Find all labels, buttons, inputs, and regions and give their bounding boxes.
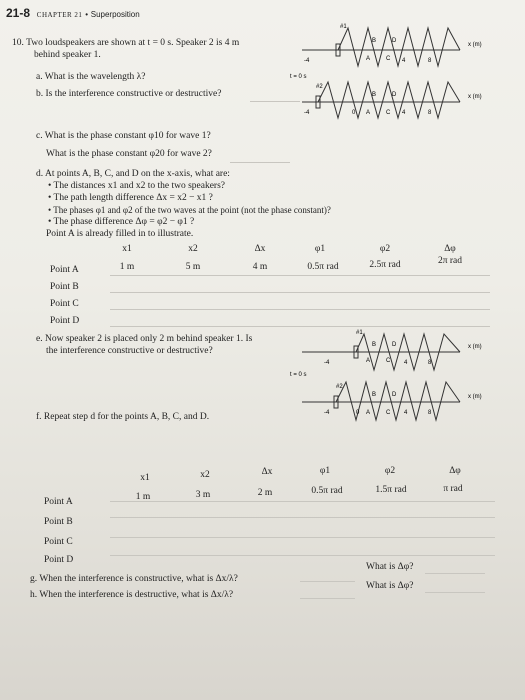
tf-row-a-dphi: π rad (443, 484, 463, 494)
point-label-a-1: A (366, 56, 371, 62)
tick-neg-2: -4 (304, 110, 310, 116)
point-label-c-2: C (386, 110, 391, 116)
tick-4-1: 4 (402, 58, 406, 64)
d-note: Point A is already filled in to illustrate. (46, 229, 194, 239)
question-e2: the interference constructive or destructive? (46, 346, 213, 356)
chapter-label: CHAPTER 21 (36, 11, 83, 19)
tick-8-4: 8 (428, 410, 432, 416)
td-row-b-line (110, 292, 490, 293)
answer-line-g (300, 581, 355, 582)
tf-row-a-phi1: 0.5π rad (311, 486, 343, 496)
tick-0-2: 0 (352, 110, 356, 116)
tf-row-d-label: Point D (44, 555, 74, 565)
answer-line-b (250, 101, 300, 102)
td-header-x2: x2 (188, 244, 198, 254)
question-h: h. When the interference is destructive, what is Δx/λ? (30, 590, 234, 600)
point-label-b-1: B (372, 38, 377, 44)
speaker-wave-diagram-2 (290, 330, 500, 430)
wave-2-label: #2 (316, 84, 323, 90)
tick-neg-4: -4 (324, 410, 330, 416)
tf-row-a-x2: 3 m (195, 490, 211, 500)
problem-10-line2: behind speaker 1. (34, 50, 101, 60)
point-label-a-2: A (366, 110, 371, 116)
td-row-c-line (110, 309, 490, 310)
point-label-d-3: D (392, 342, 397, 348)
td-row-d-line (110, 326, 490, 327)
header-bullet: • (85, 10, 88, 19)
page-number: 21-8 (6, 6, 31, 20)
tick-4-4: 4 (404, 410, 408, 416)
question-b: b. Is the interference constructive or destructive? (36, 89, 222, 99)
d-bullet-2: • The path length difference Δx = x2 − x1 ? (48, 193, 213, 203)
tf-row-b-label: Point B (44, 517, 73, 527)
td-header-dphi: Δφ (444, 244, 456, 254)
td-row-a-line (110, 275, 490, 276)
point-label-b-3: B (372, 342, 377, 348)
tick-4-2: 4 (402, 110, 406, 116)
tf-header-phi2: φ2 (384, 466, 396, 476)
d-bullet-4-text: The phase difference Δφ = φ2 − φ1 ? (53, 217, 195, 227)
answer-line-h (300, 598, 355, 599)
point-label-d-4: D (392, 392, 397, 398)
td-header-phi1: φ1 (314, 244, 326, 254)
answer-line-c2 (230, 162, 290, 163)
tf-row-a-phi2: 1.5π rad (375, 485, 407, 495)
question-h-right: What is Δφ? (366, 581, 414, 591)
answer-line-h-right (425, 592, 485, 593)
wave-2b-label: #2 (336, 384, 343, 390)
td-row-a-phi1: 0.5π rad (307, 262, 339, 272)
td-row-c-label: Point C (50, 299, 79, 309)
question-c1: c. What is the phase constant φ10 for wave 1? (36, 131, 211, 141)
tf-row-a-line (110, 501, 495, 502)
time-label: t = 0 s (290, 74, 307, 80)
d-bullet-1-text: The distances x1 and x2 to the two speakers? (53, 181, 226, 191)
d-bullet-3: • The phases φ1 and φ2 of the two waves at the point (not the phase constant)? (48, 205, 331, 215)
tick-8-3: 8 (428, 360, 432, 366)
td-row-a-x2: 5 m (185, 262, 201, 272)
td-header-dx: Δx (254, 244, 266, 254)
tick-8-2: 8 (428, 110, 432, 116)
tf-row-b-line (110, 517, 495, 518)
point-label-a-3: A (366, 358, 371, 364)
point-label-b-2: B (372, 92, 377, 98)
question-e1: e. Now speaker 2 is placed only 2 m behind speaker 1. Is (36, 334, 253, 344)
d-bullet-1: • The distances x1 and x2 to the two speakers? (48, 181, 226, 191)
wave-4 (336, 382, 460, 420)
td-row-a-dphi: 2π rad (437, 256, 463, 266)
td-header-phi2: φ2 (379, 244, 391, 254)
tick-4-3: 4 (404, 360, 408, 366)
question-g-right: What is Δφ? (366, 562, 414, 572)
page-header (6, 6, 140, 20)
question-c2: What is the phase constant φ20 for wave 2? (46, 149, 212, 159)
point-label-b-4: B (372, 392, 377, 398)
td-row-b-label: Point B (50, 282, 79, 292)
point-label-a-4: A (366, 410, 371, 416)
point-label-c-1: C (386, 56, 391, 62)
answer-line-g-right (425, 573, 485, 574)
tf-row-d-line (110, 555, 495, 556)
tf-header-x1: x1 (140, 473, 150, 483)
wave-1-label: #1 (340, 24, 347, 30)
wave-1 (338, 28, 460, 66)
axis-label-2: x (m) (468, 94, 482, 100)
td-row-d-label: Point D (50, 316, 80, 326)
tick-8-1: 8 (428, 58, 432, 64)
tf-row-a-dx: 2 m (257, 488, 273, 498)
question-g: g. When the interference is constructive, what is Δx/λ? (30, 574, 238, 584)
question-f: f. Repeat step d for the points A, B, C, and D. (36, 412, 210, 422)
td-row-a-phi2: 2.5π rad (369, 260, 401, 270)
tf-header-phi1: φ1 (319, 466, 331, 476)
tf-row-c-line (110, 537, 495, 538)
question-d-intro: d. At points A, B, C, and D on the x-axis, what are: (36, 169, 230, 179)
wave-1b-label: #1 (356, 330, 363, 336)
speaker-wave-diagram-1 (290, 18, 500, 118)
d-bullet-3-text: The phases φ1 and φ2 of the two waves at the point (not the phase constant)? (53, 205, 331, 215)
point-label-d-2: D (392, 92, 397, 98)
tf-row-c-label: Point C (44, 537, 73, 547)
tick-0-4: 0 (356, 410, 360, 416)
point-label-c-4: C (386, 410, 391, 416)
axis-label-1: x (m) (468, 42, 482, 48)
axis-label-3: x (m) (468, 344, 482, 350)
td-row-a-dx: 4 m (252, 262, 268, 272)
td-row-a-x1: 1 m (119, 262, 135, 272)
question-a: a. What is the wavelength λ? (36, 72, 146, 82)
tf-row-a-label: Point A (44, 497, 73, 507)
d-bullet-4: • The phase difference Δφ = φ2 − φ1 ? (48, 217, 195, 227)
tf-header-dx: Δx (261, 467, 273, 477)
axis-label-4: x (m) (468, 394, 482, 400)
time-label-2: t = 0 s (290, 372, 307, 378)
d-bullet-2-text: The path length difference Δx = x2 − x1 ? (53, 193, 213, 203)
tf-row-a-x1: 1 m (135, 492, 151, 502)
point-label-d-1: D (392, 38, 397, 44)
td-header-x1: x1 (122, 244, 132, 254)
tick-neg-1: -4 (304, 58, 310, 64)
tf-header-x2: x2 (200, 470, 210, 480)
tf-header-dphi: Δφ (449, 466, 461, 476)
point-label-c-3: C (386, 358, 391, 364)
chapter-subject: Superposition (90, 10, 140, 19)
problem-10-line1: 10. Two loudspeakers are shown at t = 0 s. Speaker 2 is 4 m (12, 38, 240, 48)
td-row-a-label: Point A (50, 265, 79, 275)
tick-neg-3: -4 (324, 360, 330, 366)
